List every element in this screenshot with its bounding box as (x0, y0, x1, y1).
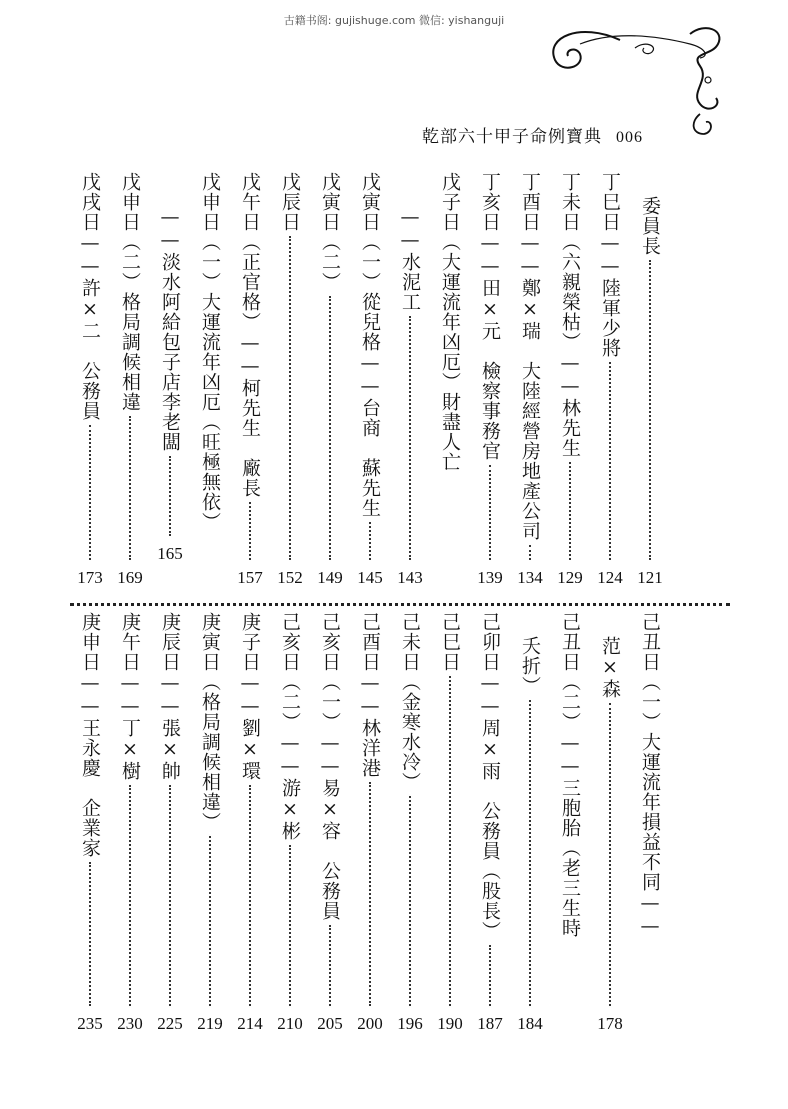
toc-leader-dots (89, 425, 91, 560)
toc-entry (236, 612, 264, 1012)
toc-entry (236, 172, 264, 566)
toc-leader-dots (129, 416, 131, 560)
toc-entry-text: 己酉日——林洋港 (359, 612, 381, 778)
toc-page-number: 205 (317, 1014, 343, 1033)
toc-entry-text: 戊子日（大運流年凶厄）財盡人亡 (439, 172, 461, 472)
toc-leader-dots (209, 836, 211, 1006)
toc-entry (516, 636, 544, 1012)
toc-entry-text: 丁酉日——鄭×瑞 大陸經營房地產公司 (519, 172, 541, 541)
section-divider (70, 603, 730, 606)
toc-entry (356, 172, 384, 566)
toc-leader-dots (409, 796, 411, 1006)
toc-entry (156, 612, 184, 1012)
toc-page-number: 210 (277, 1014, 303, 1033)
toc-entry-text: 庚子日——劉×環 (239, 612, 261, 781)
toc-entry (356, 612, 384, 1012)
toc-page-number: 139 (477, 568, 503, 587)
toc-leader-dots (609, 362, 611, 560)
toc-page-number: 190 (437, 1014, 463, 1033)
toc-leader-dots (569, 462, 571, 560)
toc-entry-text: 夭折） (519, 636, 541, 696)
toc-entry (76, 172, 104, 566)
toc-entry-text: 丁亥日——田×元 檢察事務官 (479, 172, 501, 461)
toc-entry-text: 戊戌日——許×二 公務員 (79, 172, 101, 421)
toc-page-number: 214 (237, 1014, 263, 1033)
toc-entry (436, 612, 464, 1012)
toc-entry-text: 戊申日（一）大運流年凶厄（旺極無依） (199, 172, 221, 532)
toc-page-number: 235 (77, 1014, 103, 1033)
toc-entry (636, 196, 664, 566)
toc-entry-text: 丁未日（六親榮枯）——林先生 (559, 172, 581, 458)
toc-entry (556, 612, 584, 1012)
toc-page-number: 145 (357, 568, 383, 587)
toc-entry-text: 戊午日（正官格）——柯先生 廠長 (239, 172, 261, 498)
toc-page-number: 178 (597, 1014, 623, 1033)
toc-entry-text: 戊寅日（一）從兒格——台商 蘇先生 (359, 172, 381, 518)
toc-leader-dots (489, 945, 491, 1006)
toc-entry-text: 丁巳日——陸軍少將 (599, 172, 621, 358)
toc-page-number: 219 (197, 1014, 223, 1033)
toc-leader-dots (89, 862, 91, 1006)
toc-entry (316, 612, 344, 1012)
toc-page-number: 230 (117, 1014, 143, 1033)
toc-page-number: 149 (317, 568, 343, 587)
toc-entry-text: 己亥日（二）——游×彬 (279, 612, 301, 841)
toc-entry-text: 庚寅日（格局調候相違） (199, 612, 221, 832)
toc-page-number: 187 (477, 1014, 503, 1033)
toc-entry (556, 172, 584, 566)
toc-page-number: 225 (157, 1014, 183, 1033)
toc-entry-text: 范×森 (599, 636, 621, 699)
toc-page-number: 200 (357, 1014, 383, 1033)
toc-page-number: 152 (277, 568, 303, 587)
toc-page-number: 184 (517, 1014, 543, 1033)
toc-entry-text: 庚午日——丁×樹 (119, 612, 141, 781)
toc-entry-text: 戊申日（二）格局調候相違 (119, 172, 141, 412)
toc-page-number: 121 (637, 568, 663, 587)
toc-leader-dots (369, 782, 371, 1006)
toc-entry (636, 612, 664, 1012)
toc-leader-dots (449, 676, 451, 1006)
toc-entry-text: 戊辰日 (279, 172, 301, 232)
header-title: 乾部六十甲子命例寶典 (422, 127, 602, 147)
toc-entry (396, 206, 424, 566)
toc-entry (156, 206, 184, 542)
toc-entry-text: 己巳日 (439, 612, 461, 672)
toc-entry (596, 636, 624, 1012)
toc-page-number: 129 (557, 568, 583, 587)
toc-page-number: 143 (397, 568, 423, 587)
toc-page-number: 134 (517, 568, 543, 587)
toc-leader-dots (529, 545, 531, 560)
toc-leader-dots (609, 703, 611, 1006)
toc-entry (76, 612, 104, 1012)
toc-page-number: 173 (77, 568, 103, 587)
toc-entry-text: 委員長 (639, 196, 661, 256)
toc-entry (476, 612, 504, 1012)
toc-leader-dots (489, 465, 491, 560)
toc-entry-text: 庚辰日——張×帥 (159, 612, 181, 781)
toc-entry (196, 612, 224, 1012)
toc-page-number: 165 (157, 544, 183, 563)
toc-leader-dots (329, 296, 331, 560)
toc-entry-text: 己亥日（一）——易×容 公務員 (319, 612, 341, 921)
watermark: 古籍书阁: gujishuge.com 微信: yishanguji (283, 14, 505, 27)
toc-page-number: 124 (597, 568, 623, 587)
toc-entry-text: 戊寅日（二） (319, 172, 341, 292)
toc-page-number: 196 (397, 1014, 423, 1033)
toc-entry (116, 612, 144, 1012)
toc-leader-dots (169, 456, 171, 536)
toc-leader-dots (369, 522, 371, 560)
toc-leader-dots (649, 260, 651, 560)
toc-entry-text: 庚申日——王永慶 企業家 (79, 612, 101, 858)
toc-entry (196, 172, 224, 566)
toc-page-number: 157 (237, 568, 263, 587)
toc-leader-dots (289, 845, 291, 1006)
toc-leader-dots (329, 925, 331, 1006)
toc-entry-text: ——淡水阿給包子店李老闆 (159, 206, 181, 452)
toc-entry-text: ——水泥工 (399, 206, 421, 312)
toc-entry-text: 己卯日——周×雨 公務員（股長） (479, 612, 501, 941)
toc-entry (596, 172, 624, 566)
toc-page-number: 169 (117, 568, 143, 587)
toc-entry (516, 172, 544, 566)
header-page-number: 006 (616, 129, 643, 146)
toc-leader-dots (529, 700, 531, 1006)
toc-leader-dots (289, 236, 291, 560)
toc-entry (316, 172, 344, 566)
toc-leader-dots (249, 502, 251, 560)
toc-entry (116, 172, 144, 566)
toc-leader-dots (409, 316, 411, 560)
toc-leader-dots (129, 785, 131, 1006)
toc-entry (276, 172, 304, 566)
toc-entry (476, 172, 504, 566)
toc-leader-dots (249, 785, 251, 1006)
toc-entry (436, 172, 464, 566)
toc-entry (276, 612, 304, 1012)
toc-entry-text: 己未日（金寒水冷） (399, 612, 421, 792)
page-header (422, 122, 643, 147)
toc-entry-text: 己丑日（二）——三胞胎（老三生時 (559, 612, 581, 938)
toc-entry-text: 己丑日（一）大運流年損益不同—— (639, 612, 661, 938)
toc-leader-dots (169, 785, 171, 1006)
toc-entry (396, 612, 424, 1012)
